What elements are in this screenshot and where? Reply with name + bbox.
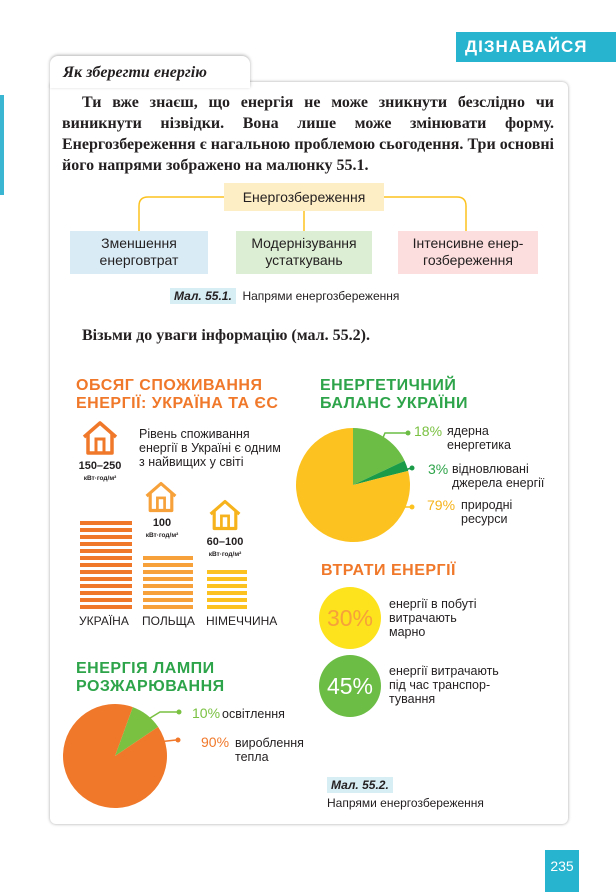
bar-stack-ukraine (80, 518, 132, 609)
balance-pct-nuclear: 18% (414, 423, 443, 439)
lamp-pie-chart (60, 700, 190, 810)
balance-pct-renewable: 3% (428, 461, 449, 477)
balance-label-nuclear: ядерна енергетика (447, 424, 511, 452)
bar-segment (207, 591, 247, 595)
balance-title: ЕНЕРГЕТИЧНИЙ БАЛАНС УКРАЇНИ (320, 377, 468, 412)
figure-caption-55-1: Мал. 55.1. Напрями енергозбереження (170, 289, 399, 303)
bar-segment (207, 605, 247, 609)
balance-label-natural: природні ресурси (461, 498, 513, 526)
diagram-leaf-modernization: Модернізування устаткувань (236, 231, 372, 274)
bar-segment (80, 549, 132, 553)
consumption-title: ОБСЯГ СПОЖИВАННЯ ЕНЕРГІЇ: УКРАЇНА ТА ЄС (76, 377, 279, 412)
prompt-text: Візьми до уваги інформацію (мал. 55.2). (82, 327, 370, 344)
diagram-root: Енергозбереження (224, 183, 384, 211)
balance-label-renewable: відновлювані джерела енергії (452, 462, 545, 490)
diagram-leaf-reduce-losses: Зменшення енерговтрат (70, 231, 208, 274)
bar-segment (80, 521, 132, 525)
value-ukraine: 150–250 кВт·год/м² (78, 460, 122, 482)
country-label-germany: НІМЕЧЧИНА (206, 614, 278, 628)
bar-segment (143, 605, 193, 609)
country-label-poland: ПОЛЬЩА (142, 614, 195, 628)
bar-segment (207, 577, 247, 581)
bar-segment (143, 591, 193, 595)
bar-segment (143, 563, 193, 567)
lamp-pct-heat: 90% (201, 734, 230, 750)
bar-stack-poland (143, 553, 193, 609)
lamp-pct-light: 10% (192, 705, 221, 721)
bar-segment (207, 570, 247, 574)
bar-segment (80, 598, 132, 602)
bar-segment (143, 584, 193, 588)
bar-segment (143, 598, 193, 602)
losses-label-transport: енергії витрачають під час транспор- тування (389, 664, 499, 706)
intro-paragraph: Ти вже знаєш, що енергія не може зникнути безслідно чи виникнути нізвідки. Вона лише може змінювати форму. Енергозбереження є нагальною проблемою сьогодення. Три основні його напрями зображено на малюнку 55.1. (62, 94, 554, 174)
bar-segment (80, 556, 132, 560)
bar-segment (80, 563, 132, 567)
losses-circle-household: 30% (319, 587, 381, 649)
house-icon-ukraine (80, 420, 120, 456)
country-label-ukraine: УКРАЇНА (79, 614, 129, 628)
bar-segment (80, 605, 132, 609)
figure-caption-55-2: Мал. 55.2. Напрями енергозбереження (327, 778, 484, 810)
bar-segment (207, 598, 247, 602)
balance-pie-chart (295, 425, 415, 545)
diagram-leaf-intensive: Інтенсивне енер- гозбереження (398, 231, 538, 274)
bar-segment (80, 584, 132, 588)
bar-segment (80, 570, 132, 574)
losses-title: ВТРАТИ ЕНЕРГІЇ (321, 562, 456, 579)
balance-pct-natural: 79% (427, 497, 456, 513)
value-poland: 100 кВт·год/м² (145, 517, 179, 539)
lamp-title: ЕНЕРГІЯ ЛАМПИ РОЗЖАРЮВАННЯ (76, 660, 225, 695)
losses-label-household: енергії в побуті витрачають марно (389, 597, 477, 639)
bar-segment (143, 577, 193, 581)
bar-segment (143, 570, 193, 574)
bar-segment (80, 591, 132, 595)
bar-segment (80, 535, 132, 539)
bar-segment (80, 528, 132, 532)
value-germany: 60–100 кВт·год/м² (206, 536, 244, 558)
page-edge-marker (0, 95, 4, 195)
house-icon-germany (207, 498, 243, 532)
bar-segment (80, 577, 132, 581)
section-heading: Як зберегти енергію (63, 64, 207, 81)
house-icon-poland (143, 480, 179, 514)
bar-stack-germany (207, 567, 247, 609)
bar-segment (207, 584, 247, 588)
page-number: 235 (545, 850, 579, 892)
lamp-label-light: освітлення (222, 707, 285, 721)
lamp-label-heat: вироблення тепла (235, 736, 304, 764)
bar-segment (143, 556, 193, 560)
consumption-note: Рівень споживання енергії в Україні є одним з найвищих у світі (139, 427, 281, 469)
losses-circle-transport: 45% (319, 655, 381, 717)
section-label: ДІЗНАВАЙСЯ (456, 32, 616, 62)
bar-segment (80, 542, 132, 546)
